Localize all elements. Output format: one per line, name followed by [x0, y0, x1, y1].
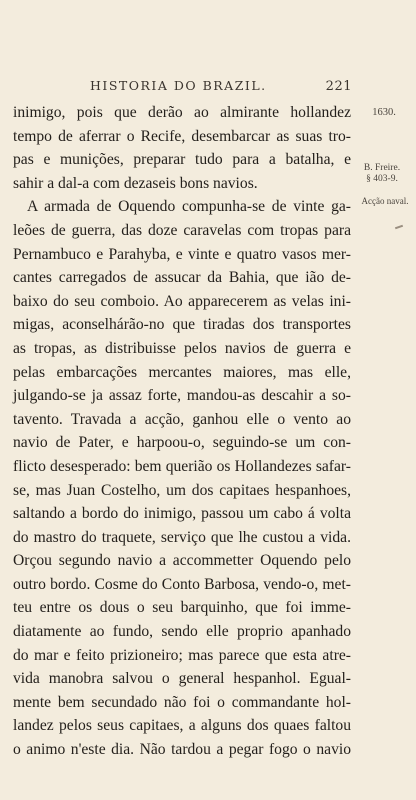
text-line: pas e munições, preparar tudo para a batalha, e — [13, 151, 351, 169]
text-line: cantes carregados de assucar da Bahia, que ião de- — [13, 269, 351, 287]
text-line: do mar e feito prizioneiro; mas parece que esta atre- — [13, 646, 351, 664]
text-line: vida manobra salvou o general hespanhol. Egual- — [13, 670, 351, 688]
text-line: Pernambuco e Parahyba, e vinte e quatro vasos mer- — [13, 245, 351, 263]
text-line: sahir a dal-a com dezaseis bons navios. — [13, 174, 258, 192]
text-line: teu entre os dous o seu barquinho, que foi imme- — [13, 599, 351, 617]
body-text — [13, 101, 351, 762]
text-line: saltando a bordo do inimigo, passou um cabo á volta — [13, 505, 351, 523]
text-line: navio de Pater, e harpoou-o, seguindo-se um con- — [13, 434, 351, 452]
text-line: outro bordo. Cosme do Conto Barbosa, vendo-o, met- — [13, 575, 351, 593]
margin-reference-section: § 403-9. — [366, 174, 398, 184]
text-line: as tropas, as distribuisse pelos navios de guerra e — [13, 339, 351, 357]
text-line: Orçou segundo navio a accommetter Oquendo pelo — [13, 552, 351, 570]
margin-reference-author: B. Freire. — [363, 163, 401, 173]
page-number: 221 — [325, 79, 352, 94]
running-title: HISTORIA DO BRAZIL. — [90, 78, 267, 93]
text-line: A armada de Oquendo compunha-se de vinte ga- — [27, 198, 351, 216]
text-line: o animo n'este dia. Não tardou a pegar fogo o navio — [13, 741, 351, 759]
text-line: do mastro do traquete, serviço que lhe custou a vida. — [13, 528, 351, 546]
text-line: tavento. Travada a acção, ganhou elle o vento ao — [13, 410, 351, 428]
text-line: tempo de aferrar o Recife, desembarcar as suas tro- — [13, 127, 351, 145]
margin-note-year: 1630. — [372, 107, 396, 118]
page-mark — [395, 225, 403, 230]
running-header — [90, 78, 352, 94]
text-line: baixo do seu comboio. Ao apparecerem as velas ini- — [13, 292, 351, 310]
text-line: diatamente ao fundo, sendo elle proprio apanhado — [13, 623, 351, 641]
text-line: inimigo, pois que derão ao almirante hollandez — [13, 104, 351, 121]
text-line: flicto desesperado: bem querião os Hollandezes safar- — [13, 457, 351, 475]
text-line: migas, aconselhárão-no que tiradas dos transportes — [13, 316, 351, 334]
text-line: mente bem secundado não foi o commandante hol- — [13, 693, 351, 711]
margin-note-reference — [354, 163, 410, 185]
text-line: pelas embarcações mercantes maiores, mas elle, — [13, 363, 351, 381]
text-line: leões de guerra, das doze caravelas com tropas para — [13, 221, 351, 239]
text-line: julgando-se ja assaz forte, mandou-as descahir a so- — [13, 387, 351, 405]
text-line: se, mas Juan Costelho, um dos capitaes hespanhoes, — [13, 481, 351, 499]
margin-note-section: Acção naval. — [361, 196, 409, 206]
text-line: landez pelos seus capitaes, a alguns dos quaes faltou — [13, 717, 351, 735]
